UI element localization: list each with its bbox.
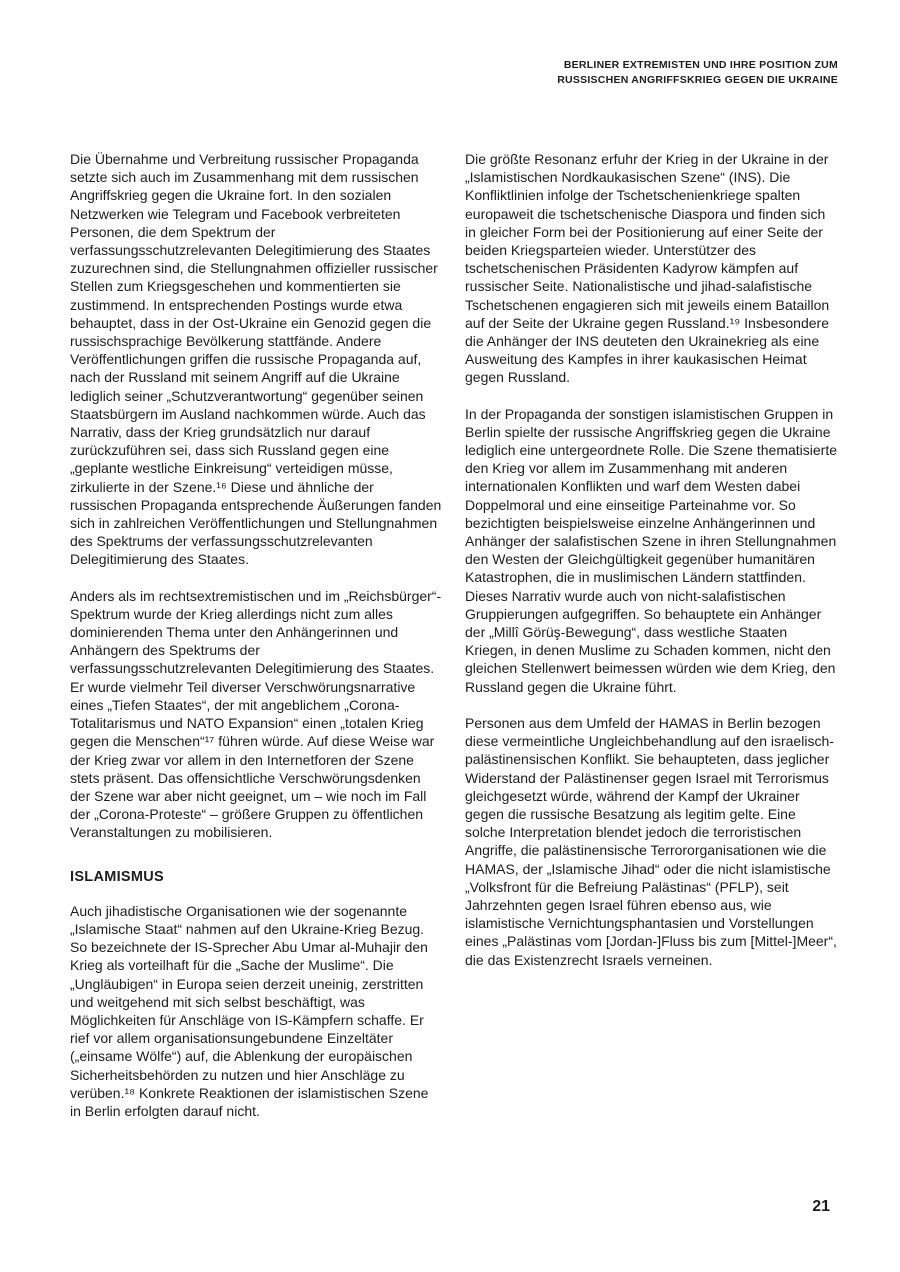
left-column	[70, 150, 443, 1138]
running-header-line-2: RUSSISCHEN ANGRIFFSKRIEG GEGEN DIE UKRAINE	[557, 74, 838, 86]
running-header-line-1: BERLINER EXTREMISTEN UND IHRE POSITION ZUM	[563, 59, 838, 71]
paragraph-hamas-umfeld: Personen aus dem Umfeld der HAMAS in Berlin bezogen diese vermeintliche Ungleichbehandlung auf den israelisch-palästinensischen Konflikt. Sie behaupteten, dass jeglicher Widerstand der Palästinenser gegen Israel mit Terrorismus gleichgesetzt würde, während der Kampf der Ukrainer gegen die russische Besatzung als legitim gelte. Eine solche Interpretation blendet jedoch die terroristischen Angriffe, die palästinensische Terrororganisationen wie die HAMAS, der „Islamische Jihad“ oder die nicht islamistische „Volksfront für die Befreiung Palästinas“ (PFLP), seit Jahrzehnten gegen Israel führen ebenso aus, wie islamistische Vernichtungsphantasien und Vorstellungen eines „Palästinas vom [Jordan-]Fluss bis zum [Mittel-]Meer“, die das Existenzrecht Israels verneinen.	[465, 714, 837, 968]
two-column-body	[70, 150, 838, 1138]
right-column	[465, 150, 838, 1138]
paragraph-verschwoerungsnarrative: Anders als im rechtsextremistischen und im „Reichsbürger“-Spektrum wurde der Krieg allerdings nicht zum alles dominierenden Thema unter den Anhängerinnen und Anhängern des Spektrums der verfassungsschutzrelevanten Delegitimierung des Staates. Er wurde vielmehr Teil diverser Verschwörungsnarrative eines „Tiefen Staates“, der mit angeblichem „Corona-Totalitarismus und NATO Expansion“ einen „totalen Krieg gegen die Menschen“¹⁷ führen würde. Auf diese Weise war der Krieg zwar vor allem in den Internetforen der Szene stets präsent. Das offensichtliche Verschwörungsdenken der Szene war aber nicht geeignet, um – wie noch im Fall der „Corona-Proteste“ – größere Gruppen zu öffentlichen Veranstaltungen zu mobilisieren.	[70, 587, 442, 841]
running-header	[70, 58, 838, 88]
paragraph-nordkaukasische-szene: Die größte Resonanz erfuhr der Krieg in der Ukraine in der „Islamistischen Nordkaukasischen Szene“ (INS). Die Konfliktlinien infolge der Tschetschenienkriege spalten europaweit die tschetschenische Diaspora und finden sich in gleicher Form bei der Positionierung auf einer Seite der beiden Kriegsparteien wieder. Unterstützer des tschetschenischen Präsidenten Kadyrow kämpfen auf russischer Seite. Nationalistische und jihad-salafistische Tschetschenen engagieren sich mit jeweils einem Bataillon auf der Seite der Ukraine gegen Russland.¹⁹ Insbesondere die Anhänger der INS deuteten den Ukrainekrieg als eine Ausweitung des Kampfes in ihrer kaukasischen Heimat gegen Russland.	[465, 151, 830, 386]
paragraph-propaganda-uebernahme: Die Übernahme und Verbreitung russischer Propaganda setzte sich auch im Zusammenhang mit dem russischen Angriffskrieg gegen die Ukraine fort. In den sozialen Netzwerken wie Telegram und Facebook verbreiteten Personen, die dem Spektrum der verfassungsschutzrelevanten Delegitimierung des Staates zuzurechnen sind, die Stellungnahmen offizieller russischer Stellen zum Kriegsgeschehen und kommentierten sie zustimmend. In entsprechenden Postings wurde etwa behauptet, dass in der Ost-Ukraine ein Genozid gegen die russischsprachige Bevölkerung stattfände. Andere Veröffentlichungen griffen die russische Propaganda auf, nach der Russland mit seinem Angriff auf die Ukraine lediglich seiner „Schutzverantwortung“ gegenüber seinen Staatsbürgern im Ausland nachkommen würde. Auch das Narrativ, dass der Krieg grundsätzlich nur darauf zurückzuführen sei, dass sich Russland gegen eine „geplante westliche Einkreisung“ verteidigen müsse, zirkulierte in der Szene.¹⁶ Diese und ähnliche der russischen Propaganda entsprechende Äußerungen fanden sich in zahlreichen Veröffentlichungen und Stellungnahmen des Spektrums der verfassungsschutzrelevanten Delegitimierung des Staates.	[70, 151, 442, 568]
page-number: 21	[812, 1198, 830, 1215]
paragraph-jihadistische-organisationen: Auch jihadistische Organisationen wie der sogenannte „Islamische Staat“ nahmen auf den Ukraine-Krieg Bezug. So bezeichnete der IS-Sprecher Abu Umar al-Muhajir den Krieg als vorteilhaft für die „Sache der Muslime“. Die „Ungläubigen“ in Europa seien derzeit uneinig, zerstritten und weitgehend mit sich selbst beschäftigt, was Möglichkeiten für Anschläge von IS-Kämpfern schaffe. Er rief vor allem organisationsungebundene Einzeltäter („einsame Wölfe“) auf, die Ablenkung der europäischen Sicherheitsbehörden zu nutzen und hier Anschläge zu verüben.¹⁸ Konkrete Reaktionen der islamistischen Szene in Berlin erfolgten darauf nicht.	[70, 902, 429, 1119]
section-heading-islamismus: ISLAMISMUS	[70, 868, 165, 885]
paragraph-sonstige-islamistische-gruppen: In der Propaganda der sonstigen islamistischen Gruppen in Berlin spielte der russische Angriffskrieg gegen die Ukraine lediglich eine untergeordnete Rolle. Die Szene thematisierte den Krieg vor allem im Zusammenhang mit anderen internationalen Konflikten und warf dem Westen dabei Doppelmoral und eine einseitige Parteinahme vor. So bezichtigten beispielsweise einzelne Anhängerinnen und Anhänger der salafistischen Szene in ihren Stellungnahmen den Westen der Gleichgültigkeit gegenüber humanitären Katastrophen, die in muslimischen Ländern stattfinden. Dieses Narrativ wurde auch von nicht-salafistischen Gruppierungen aufgegriffen. So behauptete ein Anhänger der „Millî Görüş-Bewegung“, dass westliche Staaten Kriegen, in denen Muslime zu Schaden kommen, nicht den gleichen Stellenwert beimessen würden wie dem Krieg, den Russland gegen die Ukraine führt.	[465, 405, 837, 695]
